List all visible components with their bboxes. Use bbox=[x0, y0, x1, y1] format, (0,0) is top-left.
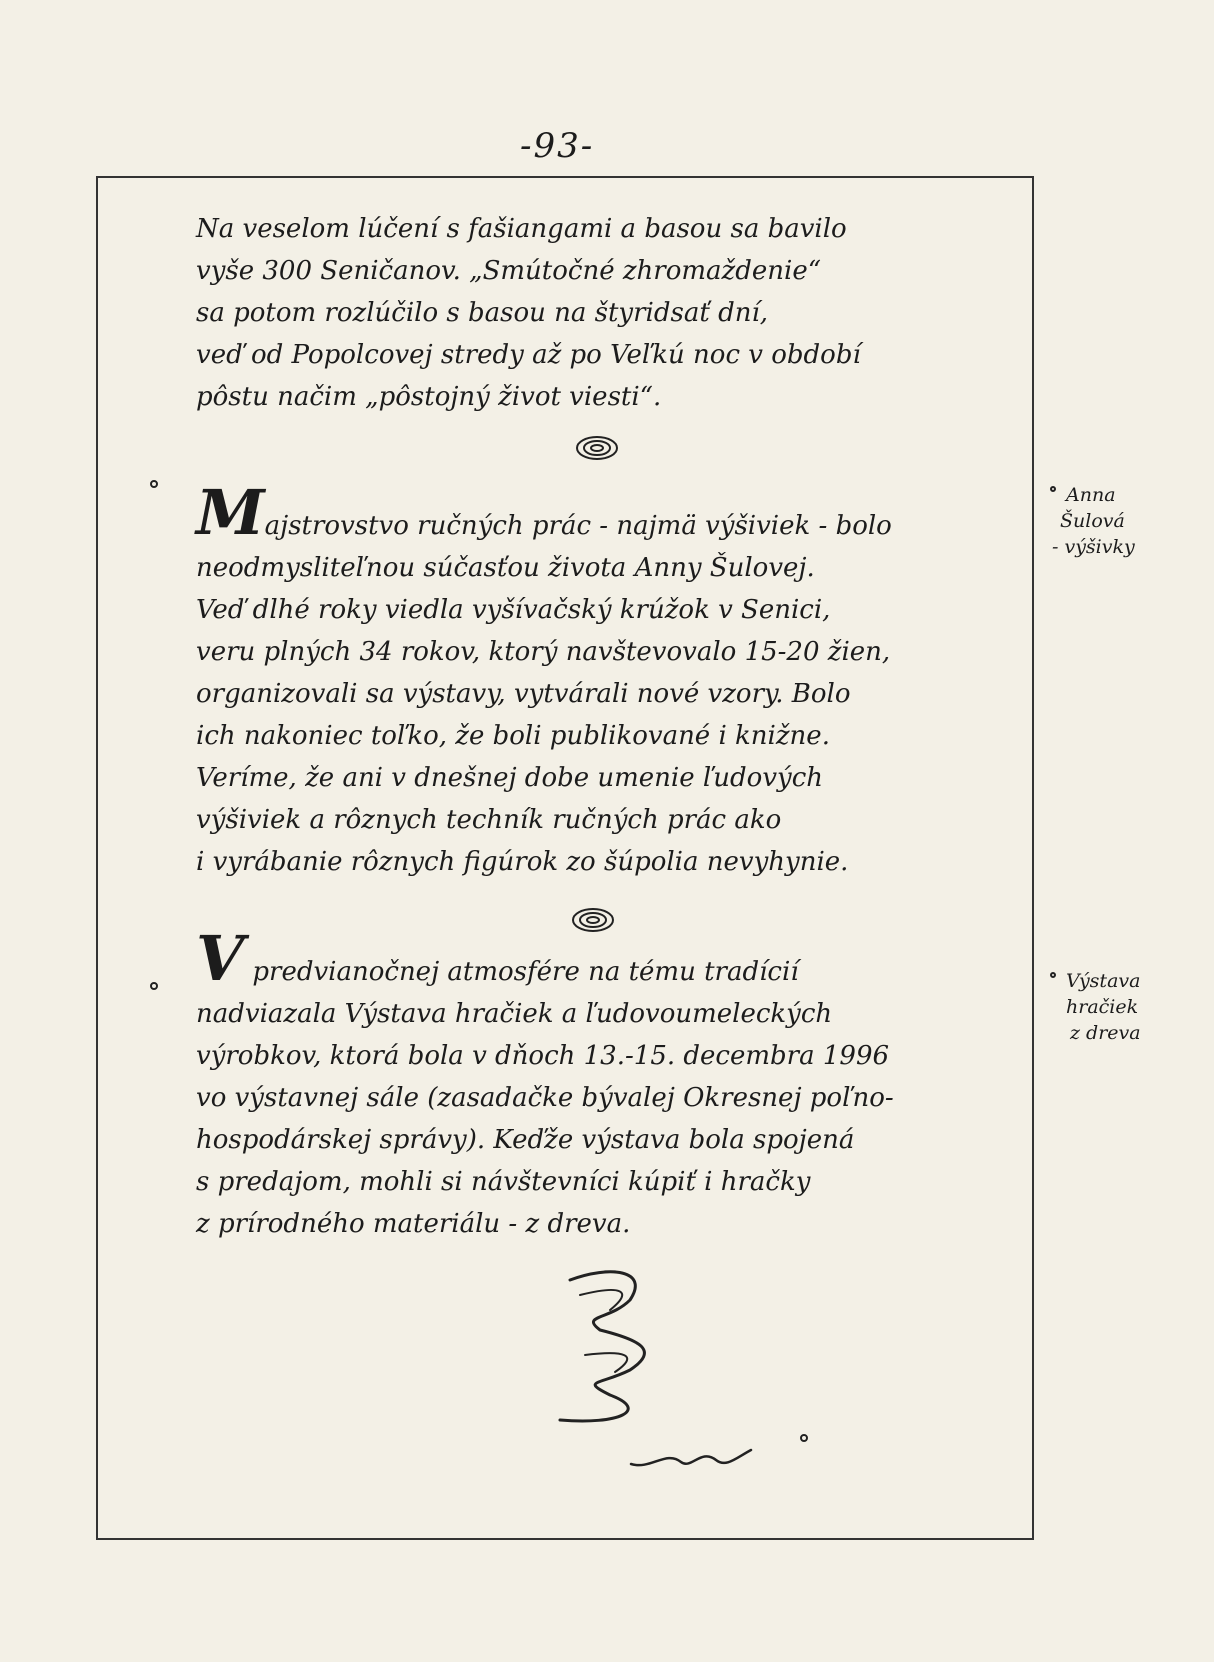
bullet-marker bbox=[150, 480, 158, 488]
text-line bbox=[196, 922, 1036, 995]
text-line: pôstu načim „pôstojný život viesti“. bbox=[196, 382, 662, 412]
text-line: vyše 300 Seničanov. „Smútočné zhromaždenie“ bbox=[196, 256, 822, 286]
text-line bbox=[196, 476, 1036, 549]
margin-note-embroidery bbox=[1052, 482, 1135, 560]
spiral-ornament-icon bbox=[574, 434, 620, 462]
text-line: výšiviek a rôznych techník ručných prác ako bbox=[196, 805, 782, 835]
bullet-marker bbox=[150, 982, 158, 990]
text-line: i vyrábanie rôznych figúrok zo šúpolia nevyhynie. bbox=[196, 847, 849, 877]
text-line: neodmysliteľnou súčasťou života Anny Šulovej. bbox=[196, 553, 815, 583]
paragraph-embroidery bbox=[196, 476, 1036, 883]
bullet-marker bbox=[800, 1434, 808, 1442]
text-line: vo výstavnej sále (zasadačke bývalej Okresnej poľno- bbox=[196, 1083, 894, 1113]
text-line: hospodárskej správy). Keďže výstava bola spojená bbox=[196, 1125, 855, 1155]
margin-note-line: Anna bbox=[1066, 484, 1116, 506]
page-number: -93- bbox=[520, 126, 595, 166]
text-line: Veríme, že ani v dnešnej dobe umenie ľudových bbox=[196, 763, 824, 793]
margin-note-line: hračiek bbox=[1066, 996, 1139, 1018]
paragraph-carnival bbox=[196, 208, 1036, 418]
spiral-ornament-icon bbox=[570, 906, 616, 934]
text-line: s predajom, mohli si návštevníci kúpiť i hračky bbox=[196, 1167, 811, 1197]
margin-note-line: Šulová bbox=[1060, 510, 1125, 532]
text-line: výrobkov, ktorá bola v dňoch 13.-15. decembra 1996 bbox=[196, 1041, 890, 1071]
text-line: veď od Popolcovej stredy až po Veľkú noc v období bbox=[196, 340, 861, 370]
paragraph-toy-exhibition bbox=[196, 922, 1036, 1245]
margin-note-line: - výšivky bbox=[1052, 536, 1135, 558]
drop-initial: M bbox=[196, 476, 265, 549]
text-line: sa potom rozlúčilo s basou na štyridsať dní, bbox=[196, 298, 769, 328]
text-line-rest: ajstrovstvo ručných prác - najmä výšiviek - bolo bbox=[264, 511, 892, 541]
margin-note-line: Výstava bbox=[1066, 970, 1141, 992]
text-line-rest: predvianočnej atmosfére na tému tradícií bbox=[244, 957, 799, 987]
text-line: ich nakoniec toľko, že boli publikované i knižne. bbox=[196, 721, 830, 751]
text-line: z prírodného materiálu - z dreva. bbox=[196, 1209, 631, 1239]
text-line: Na veselom lúčení s fašiangami a basou sa bavilo bbox=[196, 214, 847, 244]
text-line: nadviazala Výstava hračiek a ľudovoumeleckých bbox=[196, 999, 833, 1029]
signature-scribble-icon bbox=[540, 1260, 700, 1430]
signature-flourish-icon bbox=[626, 1440, 756, 1476]
text-line: organizovali sa výstavy, vytvárali nové vzory. Bolo bbox=[196, 679, 851, 709]
text-line: veru plných 34 rokov, ktorý navštevovalo 15-20 žien, bbox=[196, 637, 891, 667]
margin-note-exhibition bbox=[1052, 968, 1141, 1046]
margin-note-line: z dreva bbox=[1070, 1022, 1141, 1044]
drop-initial: V bbox=[196, 922, 245, 995]
text-line: Veď dlhé roky viedla vyšívačský krúžok v Senici, bbox=[196, 595, 831, 625]
